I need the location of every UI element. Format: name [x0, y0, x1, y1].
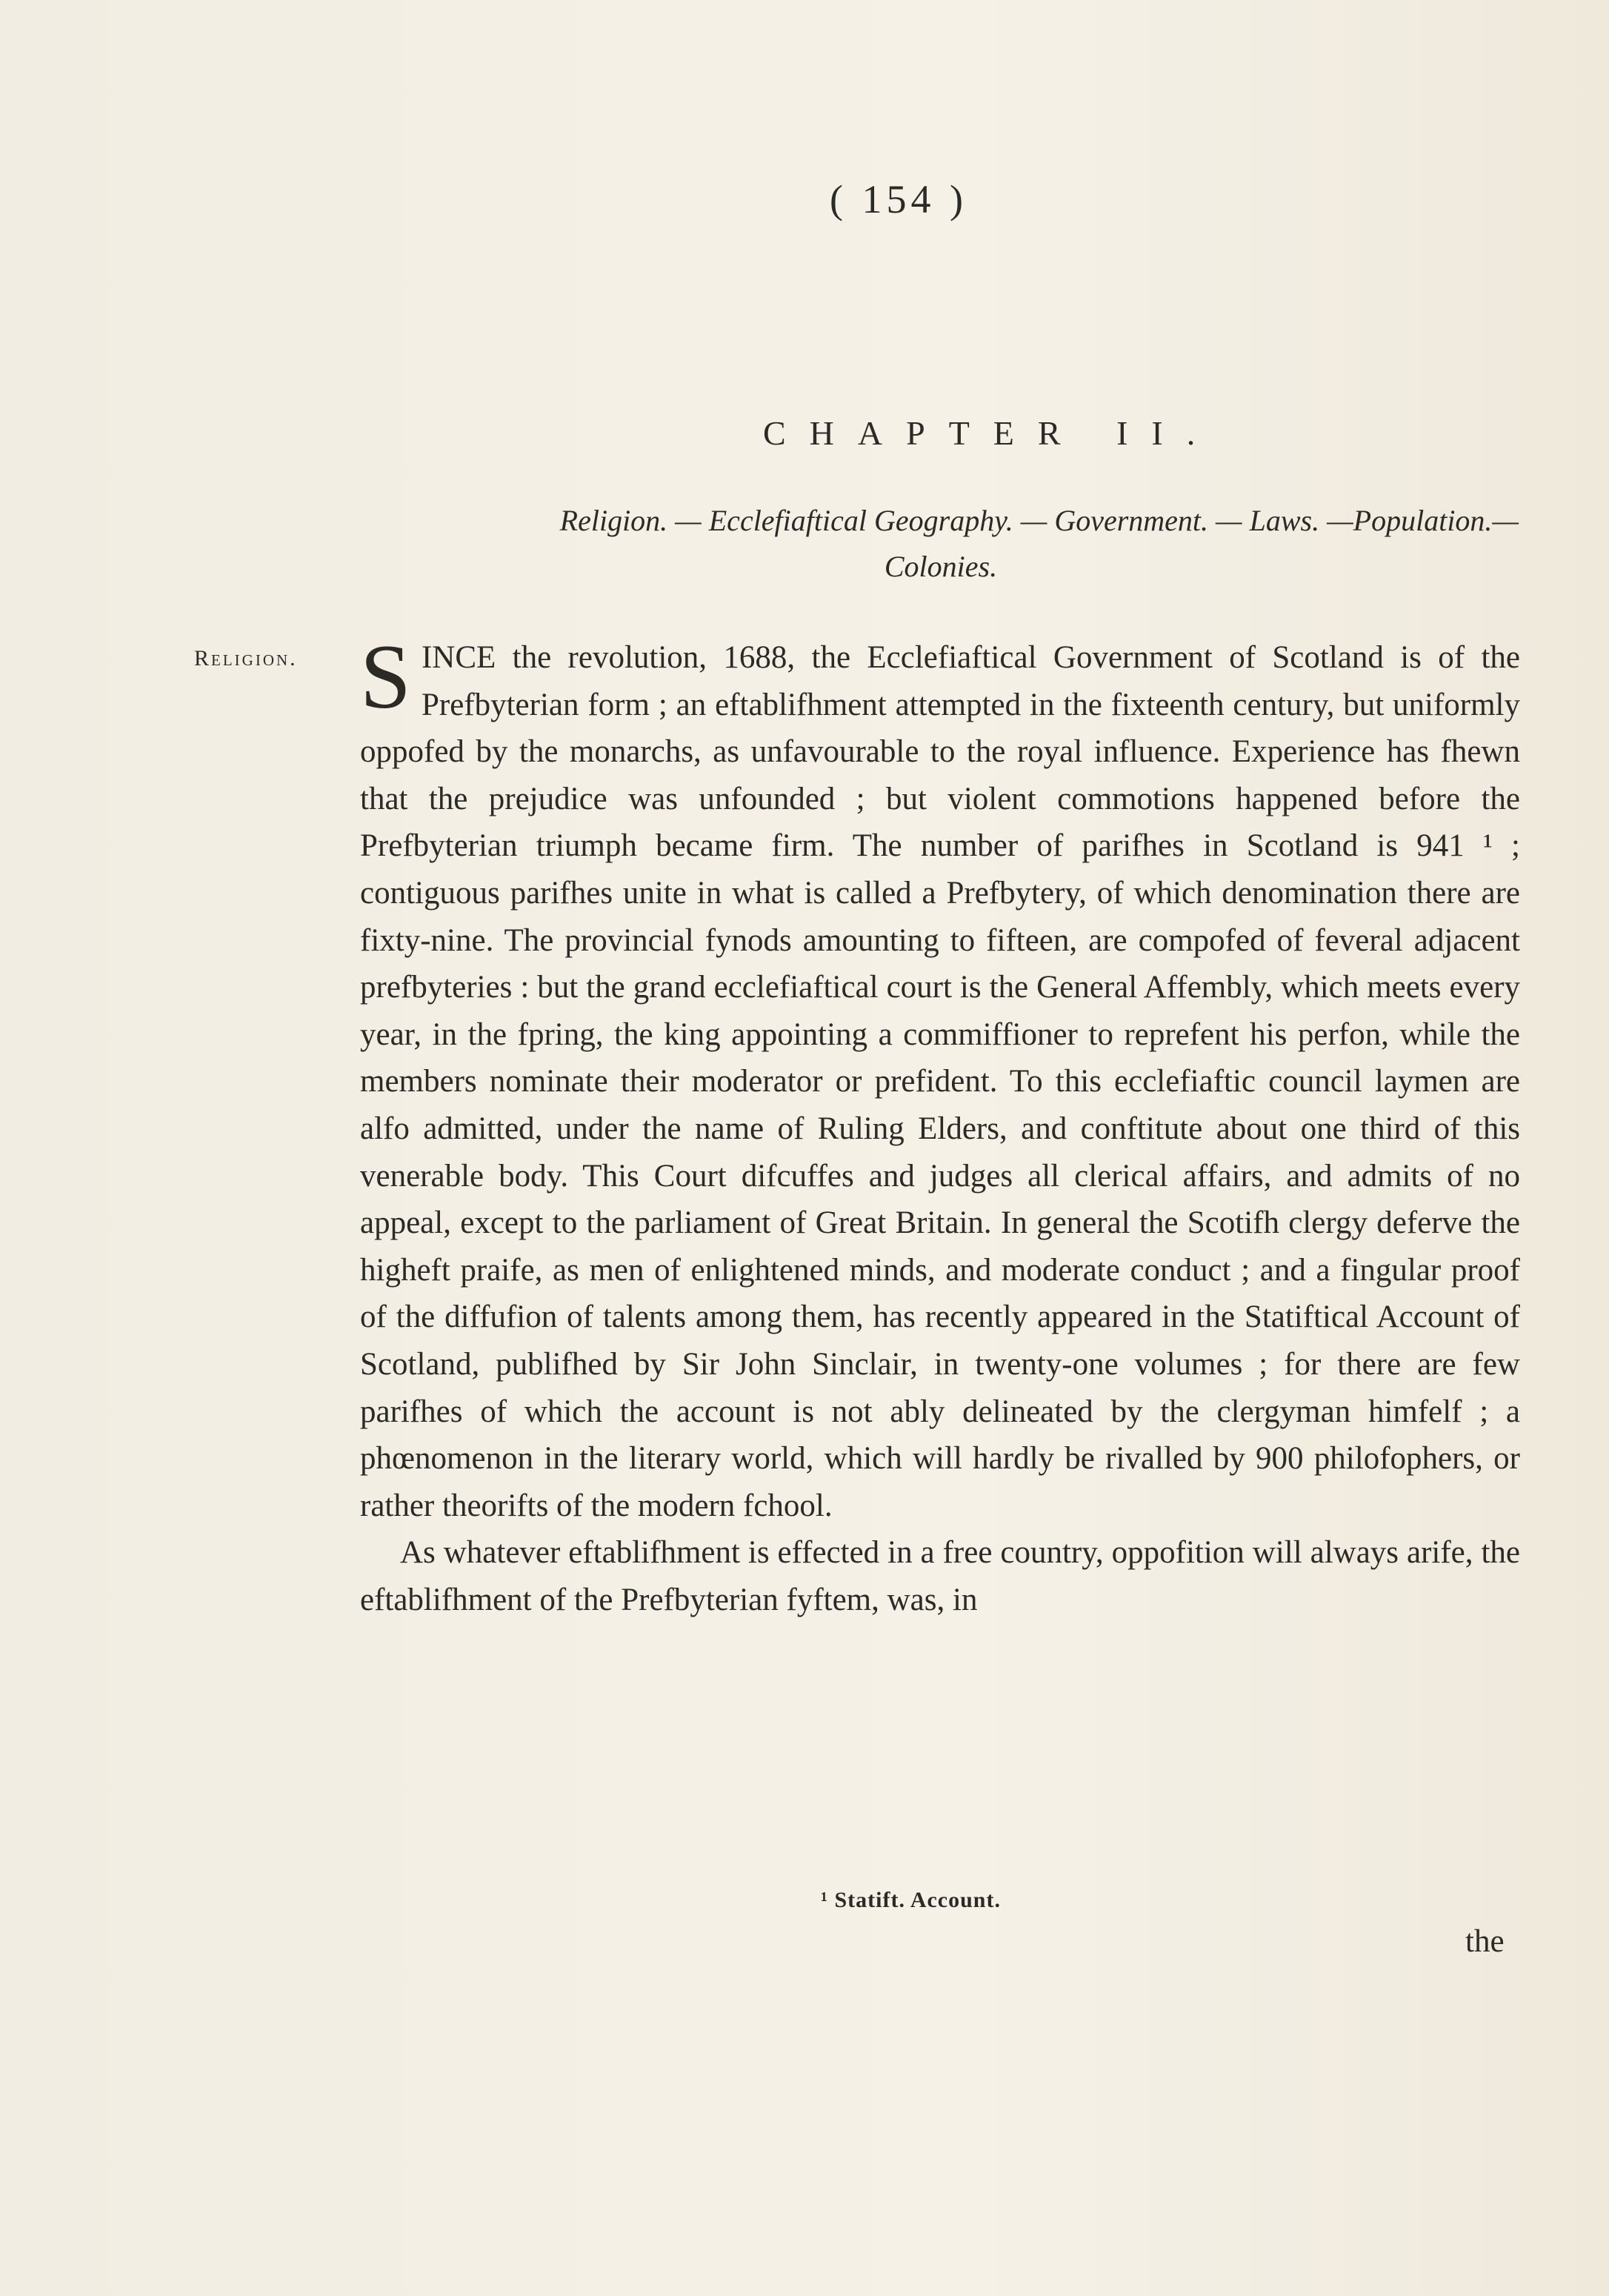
- paragraph-2: As whatever eftablifhment is effected in a free country, oppofition will always arife, the eftablifhment of the Prefbyterian fyftem, was, in: [360, 1535, 1520, 1617]
- drop-cap: S: [360, 626, 411, 728]
- paragraph-1-text: INCE the revolution, 1688, the Ecclefiaftical Government of Scotland is of the Prefbyterian form ; an eftablifhment attempted in the fixteenth century, but uniformly oppofed by the monarchs, as unfavourable to the royal influence. Experience has fhewn that the prejudice was unfounded ; but violent commotions happened before the Prefbyterian triumph became firm. The number of parifhes in Scotland is 941 ¹ ; contiguous parifhes unite in what is called a Prefbytery, of which denomination there are fixty-nine. The provincial fynods amounting to fifteen, are compofed of feveral adjacent prefbyteries : but the grand ecclefiaftical court is the General Affembly, which meets every year, in the fpring, the king appointing a commiffioner to reprefent his perfon, while the members nominate their moderator or prefident. To this ecclefiaftic council laymen are alfo admitted, under the name of Ruling Elders, and conftitute about one third of this venerable body. This Court difcuffes and judges all clerical affairs, and admits of no appeal, except to the parliament of Great Britain. In general the Scotifh clergy deferve the higheft praife, as men of enlightened minds, and moderate conduct ; and a fingular proof of the diffufion of talents among them, has recently appeared in the Statiftical Account of Scotland, publifhed by Sir John Sinclair, in twenty-one volumes ; for there are few parifhes of which the account is not ably delineated by the clergyman himfelf ; a phœnomenon in the literary world, which will hardly be rivalled by 900 philofophers, or rather theorifts of the modern fchool.: [360, 640, 1520, 1523]
- margin-note-religion: Religion.: [194, 646, 298, 671]
- body-text: [360, 626, 1520, 1623]
- footnote: ¹ Statift. Account.: [821, 1888, 1001, 1912]
- chapter-heading: CHAPTER II.: [763, 414, 1219, 452]
- contents-line-2: Colonies.: [884, 550, 998, 583]
- bleed-through-text: [163, 185, 182, 224]
- page-number: ( 154 ): [830, 177, 967, 222]
- catchword: the: [1465, 1924, 1505, 1959]
- chapter-contents: [363, 498, 1519, 590]
- paragraph-1: [360, 626, 1520, 1529]
- contents-line-1: Religion. — Ecclefiaftical Geography. — Government. — Laws. —Population.—: [559, 504, 1519, 537]
